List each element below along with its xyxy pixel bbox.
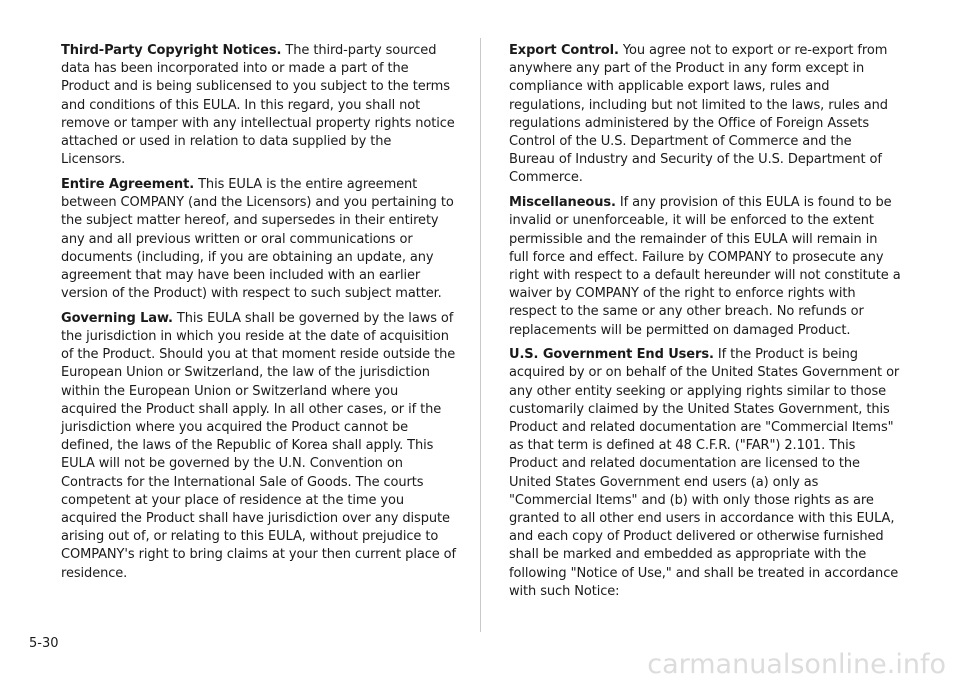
paragraph-export-control <box>509 42 901 188</box>
paragraph-heading: Miscellaneous. <box>509 195 616 211</box>
column-divider <box>480 38 481 632</box>
watermark: carmanualsonline.info <box>647 649 946 680</box>
paragraph-body: If any provision of this EULA is found to be invalid or unenforceable, it will be enforced to the extent permissible and the remainder of this EULA will remain in full force and effect. Failure by COMPANY to prosecute any right with respect to a default hereunder will not constitute a waiver by COMPANY of the right to enforce rights with respect to the same or any other breach. No refunds or replacements will be permitted on damaged Product. <box>509 195 901 338</box>
right-column <box>509 42 901 608</box>
left-column <box>61 42 456 589</box>
paragraph-body: This EULA is the entire agreement between COMPANY (and the Licensors) and you pertaining to the subject matter hereof, and supersedes in their entirety any and all previous written or oral communications or documents (including, if you are obtaining an update, any agreement that may have been included with an earlier version of the Product) with respect to such subject matter. <box>61 176 454 302</box>
paragraph-heading: U.S. Government End Users. <box>509 347 714 363</box>
paragraph-heading: Export Control. <box>509 43 619 58</box>
page-number: 5-30 <box>29 636 59 651</box>
paragraph-heading: Governing Law. <box>61 310 173 326</box>
paragraph-heading: Third-Party Copyright Notices. <box>61 43 282 58</box>
paragraph-us-government-end-users <box>509 346 901 601</box>
paragraph-heading: Entire Agreement. <box>61 176 195 192</box>
paragraph-body: If the Product is being acquired by or on behalf of the United States Government or any other entity seeking or applying rights similar to those customarily claimed by the United States Government, this Product and related documentation are "Commercial Items" as that term is defined at 48 C.F.R. ("FAR") 2.101. This Product and related documentation are licensed to the United States Government end users (a) only as "Commercial Items" and (b) with only those rights as are granted to all other end users in accordance with this EULA, and each copy of Product delivered or otherwise furnished shall be marked and embedded as appropriate with the following "Notice of Use," and shall be treated in accordance with such Notice: <box>509 347 900 599</box>
paragraph-entire-agreement <box>61 176 456 303</box>
paragraph-body: You agree not to export or re-export from anywhere any part of the Product in any form except in compliance with applicable export laws, rules and regulations, including but not limited to the laws, rules and regulations administered by the Office of Foreign Assets Control of the U.S. Department of Commerce and the Bureau of Industry and Security of the U.S. Department of Commerce. <box>509 43 888 186</box>
paragraph-body: This EULA shall be governed by the laws of the jurisdiction in which you reside at the date of acquisition of the Product. Should you at that moment reside outside the European Union or Switzerland, the law of the jurisdiction within the European Union or Switzerland where you acquired the Product shall apply. In all other cases, or if the jurisdiction where you acquired the Product cannot be defined, the laws of the Republic of Korea shall apply. This EULA will not be governed by the U.N. Convention on Contracts for the International Sale of Goods. The courts competent at your place of residence at the time you acquired the Product shall have jurisdiction over any dispute arising out of, or relating to this EULA, without prejudice to COMPANY's right to bring claims at your then current place of residence. <box>61 310 457 581</box>
paragraph-third-party-copyright <box>61 42 456 169</box>
paragraph-miscellaneous <box>509 194 901 340</box>
paragraph-governing-law <box>61 310 456 583</box>
paragraph-body: The third-party sourced data has been incorporated into or made a part of the Product and is being sublicensed to you subject to the terms and conditions of this EULA. In this regard, you shall not remove or tamper with any intellectual property rights notice attached or used in relation to data supplied by the Licensors. <box>61 43 455 168</box>
